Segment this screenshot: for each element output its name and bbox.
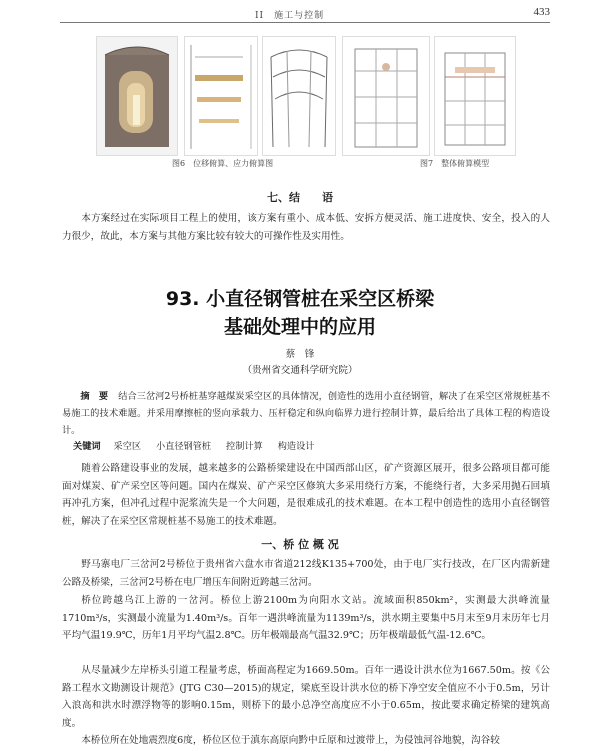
figure-6c-frame-image [262, 36, 336, 156]
section-one-heading: 一、桥 位 概 况 [261, 538, 339, 551]
abstract [62, 388, 550, 439]
page-number: 433 [533, 6, 550, 18]
article-author: 蔡 锋 [285, 349, 315, 360]
article-title-line2: 基础处理中的应用 [223, 316, 376, 338]
paragraph-1: 野马寨电厂三岔河2号桥位于贵州省六盘水市省道212线K135+700处，由于电厂实行技改，在厂区内需新建公路及桥梁，三岔河2号桥在电厂增压车间附近跨越三岔河。 [62, 559, 550, 588]
figure-6b-stress-image [184, 36, 258, 156]
paragraph-2: 桥位跨越乌江上游的一岔河。桥位上游2100m为向阳水文站。流域面积850km²，实测最大洪峰流量1710m³/s，实测最小流量为1.40m³/s。百年一遇洪峰流量为1139m³/s，洪水期主要集中5月末至9月末历年七月平均气温19.9℃，历年1月平均气温2.8℃。历年极端最高气温32.9℃；历年极端最低气温-12.6℃。 [62, 595, 550, 642]
running-header [0, 0, 600, 24]
intro-paragraph: 随着公路建设事业的发展，越来越多的公路桥梁建设在中国西部山区，矿产资源区展开，很多公路项目都可能面对煤炭、矿产采空区等问题。国内在煤炭、矿产采空区修筑大多采用绕行方案，不能绕行者，大多采用抛石回填再冲孔方案，但冲孔过程中泥浆流失是一个大问题，是很难成孔的技术难题。在本工程中创造性的选用小直径钢管桩，解决了在采空区常规桩基不易施工的技术难题。 [62, 463, 550, 527]
header-rule [60, 22, 550, 23]
article-affiliation: （贵州省交通科学研究院） [242, 365, 358, 376]
keyword: 采空区 [113, 441, 142, 452]
section-seven-paragraph: 本方案经过在实际项目工程上的使用，该方案有重小、成本低、安拆方便灵活、施工进度快、安全，投入的人力很少，故此，本方案与其他方案比较有较大的可操作性及实用性。 [62, 213, 550, 242]
figure-7a-model-image [342, 36, 430, 156]
keywords [62, 438, 561, 455]
keywords-label: 关键词 [73, 441, 101, 452]
figure-6a-displacement-image [96, 36, 178, 156]
keyword: 小直径钢管桩 [156, 441, 212, 452]
article-title-line1: 93. 小直径钢管桩在采空区桥梁 [165, 288, 435, 310]
section-seven-heading: 七、结 语 [267, 191, 333, 204]
figure-7-caption: 图7 整体俯算模型 [420, 159, 490, 168]
keyword: 控制计算 [226, 441, 263, 452]
abstract-text: 结合三岔河2号桥桩基穿越煤炭采空区的具体情况，创造性的选用小直径钢管，解决了在采空区常规桩基不易施工的技术难题。并采用摩擦桩的竖向承载力、压杆稳定和纵向临界力进行控制计算，最后给出了具体工程的构造设计。 [62, 391, 551, 436]
abstract-label: 摘 要 [80, 391, 109, 402]
figure-6-caption: 图6 位移俯算、应力俯算图 [172, 159, 274, 168]
paragraph-3: 从尽量减少左岸桥头引道工程量考虑，桥面高程定为1669.50m。百年一遇设计洪水位为1667.50m。按《公路工程水文勘测设计规范》(JTG C30—2015)的规定，梁底至设计洪水位的桥下净空安全值应不小于0.5m，另计入浪高和洪水时漂浮物等的影响0.15m，则桥下的最小总净空高度应不小于0.65m，按此要求确定桥梁的建筑高度。 [62, 665, 550, 729]
paragraph-4: 本桥位所在处地震烈度6度，桥位区位于滇东高原向黔中丘原和过渡带上，为侵蚀河谷地貌，沟谷较 [81, 735, 500, 746]
keyword: 构造设计 [277, 441, 315, 452]
figure-7b-model-image [434, 36, 516, 156]
header-section: II 施工与控制 [255, 11, 325, 21]
